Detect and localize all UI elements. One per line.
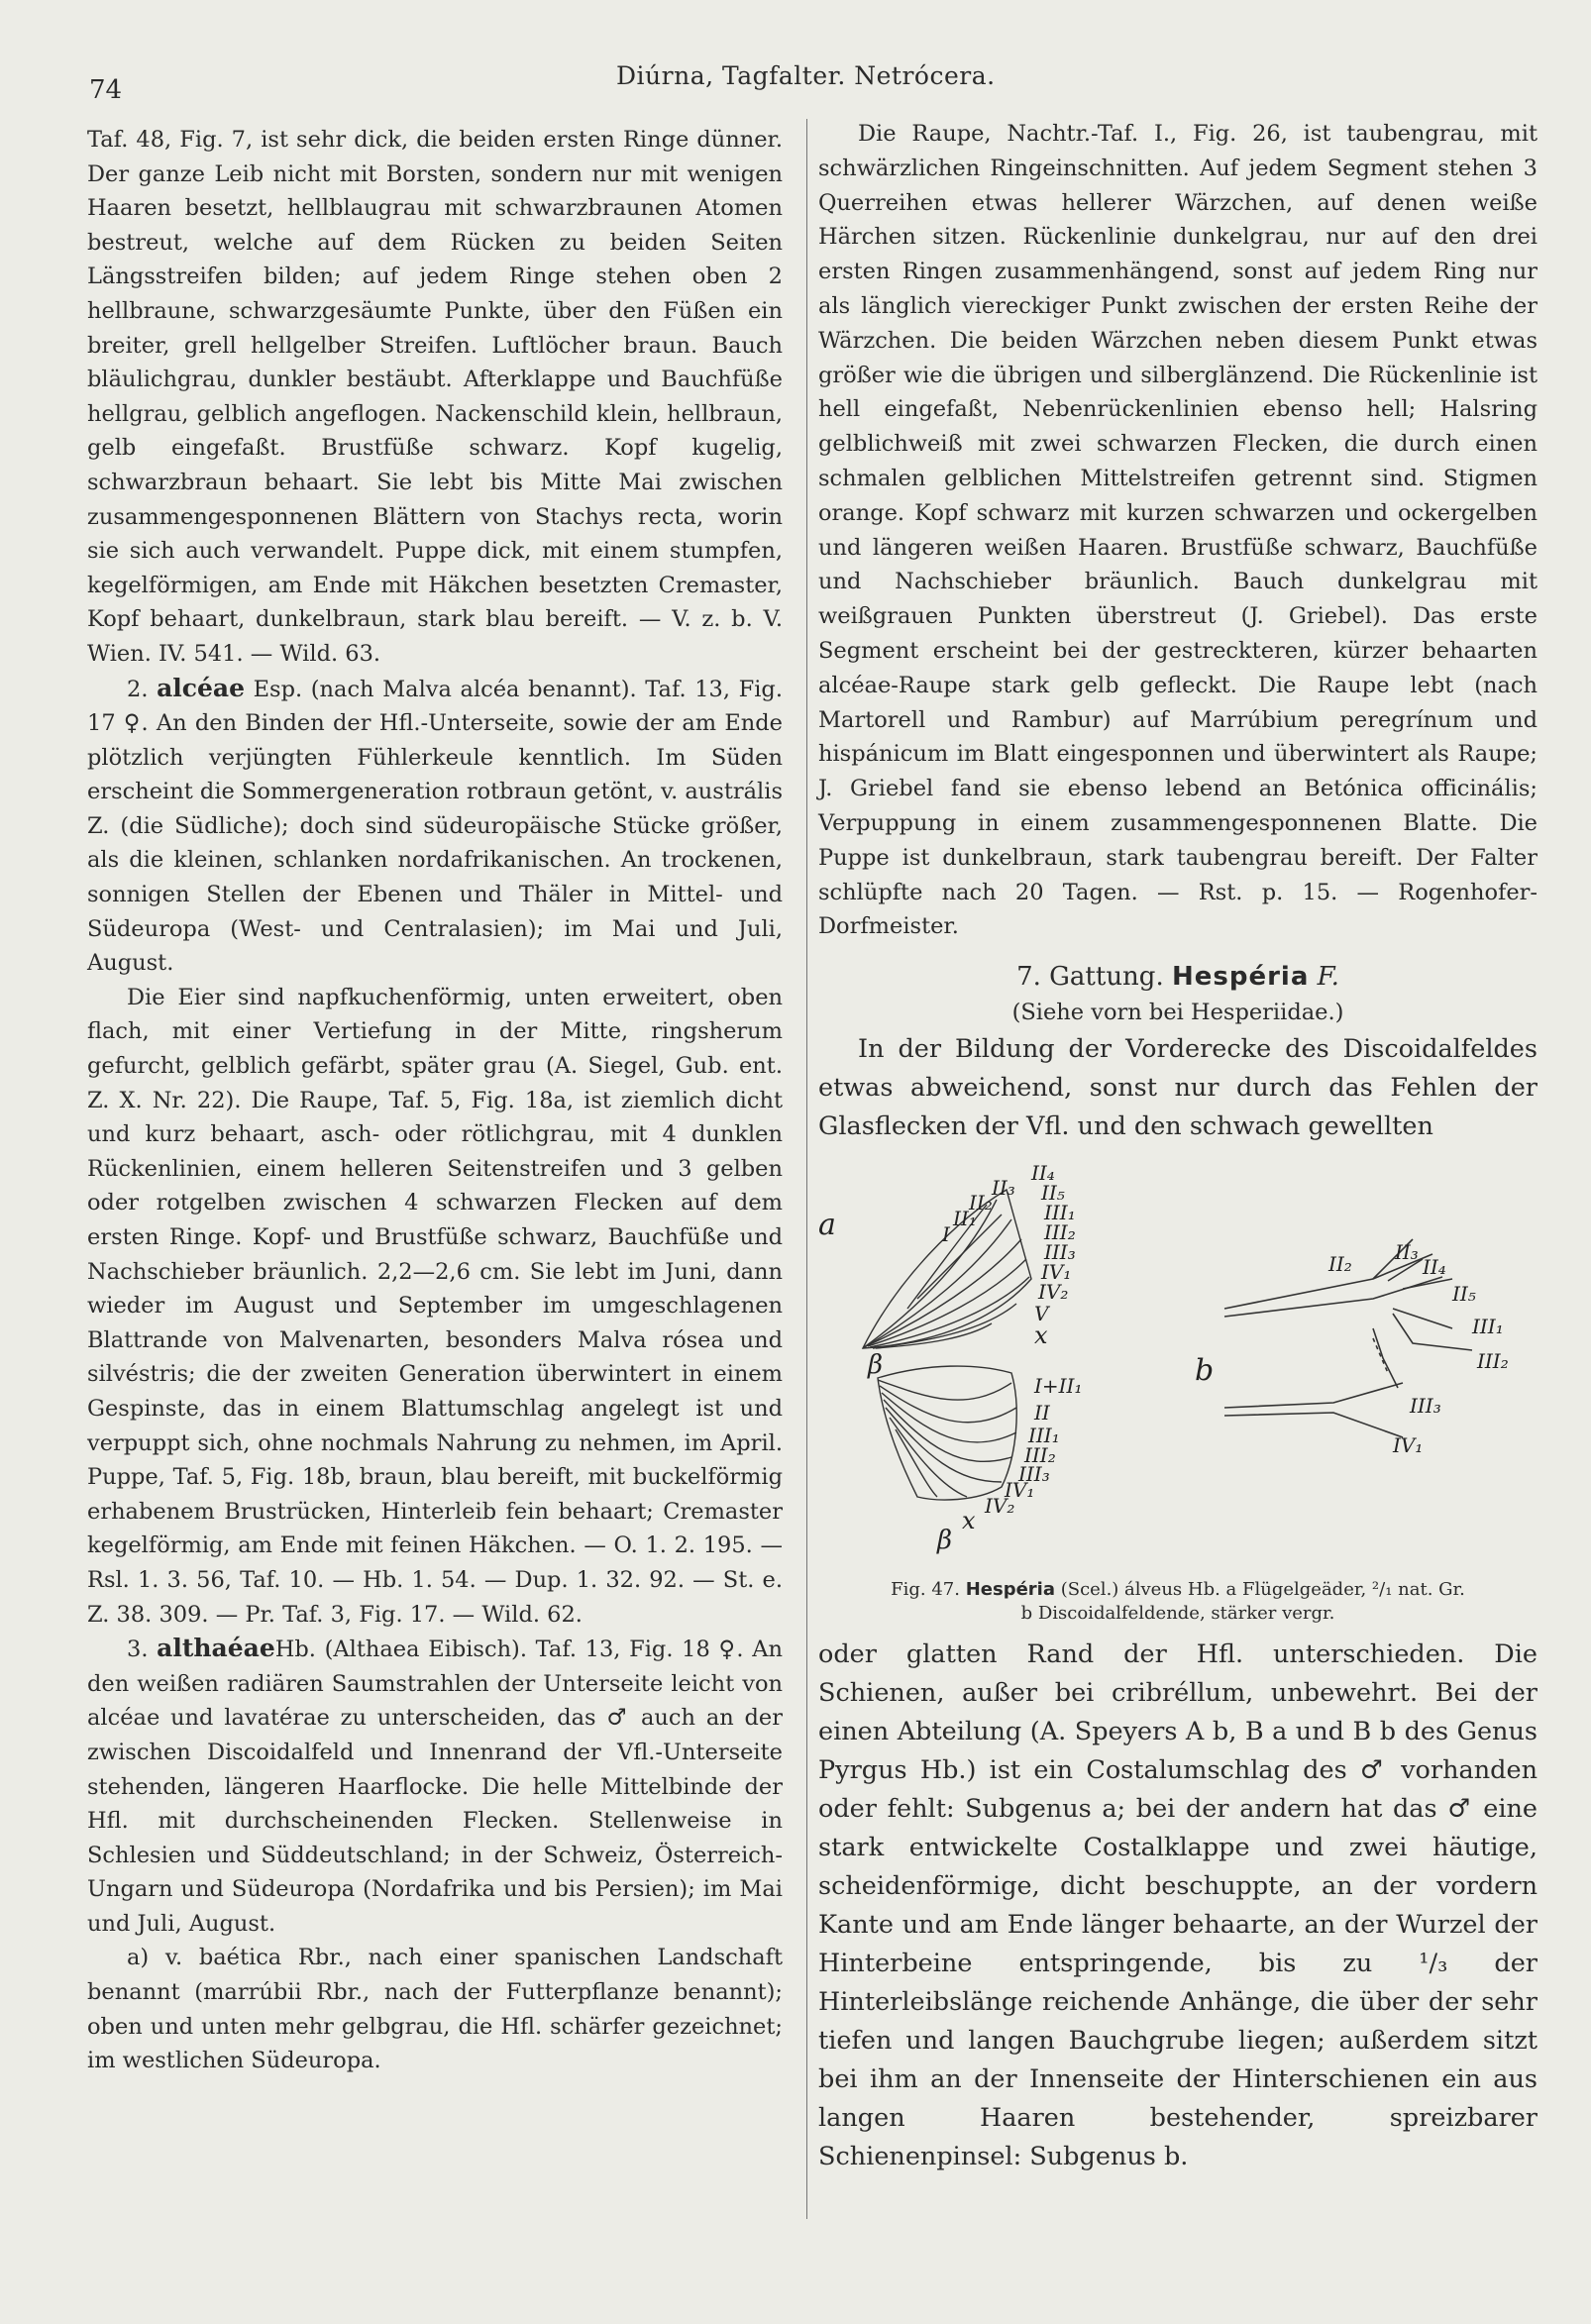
figure-caption-line-2: b Discoidalfeldende, stärker vergr. (1020, 1602, 1335, 1624)
label: I+II₁ (1034, 1373, 1083, 1398)
label: III₃ (1410, 1393, 1441, 1418)
hindwing-drawing (878, 1366, 1016, 1500)
label: II₃ (992, 1175, 1015, 1200)
figure-genus: Hespéria (965, 1578, 1055, 1600)
label: II₂ (969, 1190, 993, 1215)
genus-name: Hespéria (1171, 962, 1310, 993)
label: x (1034, 1320, 1048, 1349)
label: IV₂ (1038, 1279, 1069, 1304)
left-column (87, 123, 783, 2078)
label: III₃ (1044, 1239, 1076, 1264)
label: II₂ (1328, 1251, 1352, 1276)
label: IV₂ (985, 1493, 1015, 1518)
paragraph: Taf. 48, Fig. 7, ist sehr dick, die beiden ersten Ringe dünner. Der ganze Leib nicht mit Borsten, sondern nur mit wenigen Haaren besetzt, hellblaugrau mit schwarzbraunen Atomen bestreut, welche auf dem Rücken zu beiden Seiten Längsstreifen bilden; auf jedem Ringe stehen oben 2 hellbraune, schwarzgesäumte Punkte, über den Füßen ein breiter, grell hellgelber Streifen. Luftlöcher braun. Bauch bläulichgrau, dunkler bestäubt. Afterklappe und Bauchfüße hellgrau, gelblich angeflogen. Nackenschild klein, hellbraun, gelb eingefaßt. Brustfüße schwarz. Kopf kugelig, schwarzbraun behaart. Sie lebt bis Mitte Mai zwischen zusammengesponnenen Blättern von Stachys recta, worin sie sich auch verwandelt. Puppe dick, mit einem stumpfen, kegelförmigen, am Ende mit Häkchen besetzten Cremaster, Kopf behaart, dunkelbraun, stark blau bereift. — V. z. b. V. Wien. IV. 541. — Wild. 63. (87, 127, 783, 667)
right-column (818, 117, 1538, 2176)
label: II₃ (1395, 1239, 1419, 1264)
wing-venation-figure (818, 1160, 1538, 1586)
genus-number: 7. Gattung. (1016, 962, 1164, 993)
label: III₂ (1477, 1348, 1509, 1373)
paragraph: Die Raupe, Nachtr.-Taf. I., Fig. 26, ist taubengrau, mit schwärzlichen Ringeinschnitten. Auf jedem Segment stehen 3 Querreihen etwas hellerer Wärzchen, auf denen weiße Härchen sitzen. Rückenlinie dunkelgrau, nur auf den drei ersten Ringen zusammenhängend, sonst auf jedem Ring nur als länglich viereckiger Punkt zwischen der ersten Reihe der Wärzchen. Die beiden Wärzchen neben diesem Punkt etwas größer wie die übrigen und silberglänzend. Die Rückenlinie ist hell eingefaßt, Nebenrückenlinien ebenso hell; Halsring gelblichweiß mit zwei schwarzen Flecken, die durch einen schmalen gelblichen Mittelstreifen getrennt sind. Stigmen orange. Kopf schwarz mit kurzen schwarzen und ockergelben und längeren weißen Haaren. Brustfüße schwarz, Bauchfüße und Nachschieber bräunlich. Bauch dunkelgrau mit weißgrauen Punkten überstreut (J. Griebel). Das erste Segment erscheint bei der gestreckteren, kürzer behaarten alcéae-Raupe stark gelb gefleckt. Die Raupe lebt (nach Martorell und Rambur) auf Marrúbium peregrínum und hispánicum im Blatt eingesponnen und überwintert als Raupe; J. Griebel fand sie ebenso lebend an Betónica officinális; Verpuppung in einem zusammengesponnenen Blatte. Die Puppe ist dunkelbraun, stark taubengrau bereift. Der Falter schlüpfte nach 20 Tagen. — Rst. p. 15. — Rogenhofer-Dorfmeister. (818, 121, 1538, 940)
label: V (1034, 1301, 1049, 1325)
genus-reference: (Siehe vorn bei Hesperiidae.) (1011, 1000, 1344, 1026)
label: II₅ (1041, 1180, 1065, 1205)
paragraph: oder glatten Rand der Hfl. unterschieden. Die Schienen, außer bei cribréllum, unbewehrt. Bei der einen Abteilung (A. Speyers A b, B a und B b des Genus Pyrgus Hb.) ist ein Costalumschlag des ♂ vorhanden oder fehlt: Subgenus a; bei der andern hat das ♂ eine stark entwickelte Costalklappe und zwei häutige, scheidenförmige, dicht beschuppte, an der vordern Kante und am Ende länger behaarte, an der Wurzel der Hinterbeine entspringende, bis zu ¹/₃ der Hinterleibslänge reichende Anhänge, die über der sehr tiefen und langen Bauchgrube liegen; außerdem sitzt bei ihm an der Innenseite der Hinterschienen ein aus langen Haaren bestehender, spreizbarer Schienenpinsel: Subgenus b. (818, 1638, 1538, 2171)
species-entry-alceae (87, 672, 783, 981)
label-a: a (818, 1207, 836, 1242)
genus-heading (818, 958, 1538, 996)
label: IV₁ (1005, 1477, 1035, 1502)
running-head: Diúrna, Tagfalter. Netrócera. (616, 61, 996, 90)
label: II₄ (1031, 1160, 1055, 1185)
page-number: 74 (89, 75, 123, 105)
species-text: Esp. (nach Malva alcéa benannt). Taf. 13, Fig. 17 ♀. An den Binden der Hfl.-Unterseite, sowie der am Ende plötzlich verjüngten Fühlerkeule kenntlich. Im Süden erscheint die Sommergeneration rotbraun getönt, v. austrális Z. (die Südliche); doch sind südeuropäische Stücke größer, als die kleinen, schlanken nordafrikanischen. An trockenen, sonnigen Stellen der Ebenen und Thäler in Mittel- und Südeuropa (West- und Centralasien); im Mai und Juli, August. (87, 676, 783, 977)
label: III₂ (1024, 1442, 1056, 1467)
figure-labels (818, 1161, 1509, 1555)
label: III₁ (1044, 1200, 1076, 1224)
label: IV₁ (1393, 1432, 1424, 1457)
label: II (1034, 1400, 1050, 1425)
label-beta: β (868, 1349, 884, 1380)
label: I (942, 1221, 950, 1246)
label: III₂ (1044, 1219, 1076, 1244)
column-divider (806, 119, 807, 2219)
figure-caption-text: (Scel.) álveus Hb. a Flügelgeäder, ²/₁ nat. Gr. (1060, 1578, 1465, 1600)
label: IV₁ (1041, 1259, 1072, 1284)
species-number: 3. (127, 1637, 149, 1663)
species-entry-althaeae (87, 1632, 783, 1941)
label: II₅ (1452, 1281, 1476, 1306)
label: III₁ (1028, 1423, 1060, 1447)
label: x (962, 1506, 976, 1534)
label-b: b (1195, 1352, 1215, 1388)
figure-svg (818, 1160, 1538, 1586)
label: III₃ (1018, 1461, 1050, 1486)
species-name: alcéae (157, 673, 246, 702)
paragraph: Die Eier sind napfkuchenförmig, unten erweitert, oben flach, mit einer Vertiefung in der Mitte, ringsherum gefurcht, gelblich gefärbt, später grau (A. Siegel, Gub. ent. Z. X. Nr. 22). Die Raupe, Taf. 5, Fig. 18a, ist ziemlich dicht und kurz behaart, asch- oder rötlichgrau, mit 4 dunklen Rückenlinien, einem helleren Seitenstreifen und 3 gelben oder rotgelben zwischen 4 schwarzen Flecken auf dem ersten Ringe. Kopf- und Brustfüße schwarz, Bauchfüße und Nachschieber bräunlich. 2,2—2,6 cm. Sie lebt im Juni, dann wieder im August und September im umgeschlagenen Blattrande von Malvenarten, besonders Malva rósea und silvéstris; die der zweiten Generation überwintert in einem Gespinste, das in einem Blattumschlag angelegt ist und verpuppt sich, ohne nochmals Nahrung zu nehmen, im April. Puppe, Taf. 5, Fig. 18b, braun, blau bereift, mit buckelförmig erhabenem Brustrücken, Hinterleib fein behaart; Cremaster kegelförmig, am Ende mit feinen Häkchen. — O. 1. 2. 195. — Rsl. 1. 3. 56, Taf. 10. — Hb. 1. 54. — Dup. 1. 32. 92. — St. e. Z. 38. 309. — Pr. Taf. 3, Fig. 17. — Wild. 62. (87, 984, 783, 1628)
species-number: 2. (127, 676, 149, 702)
label-beta: β (937, 1525, 953, 1555)
label: III₁ (1472, 1314, 1504, 1338)
label: II₄ (1423, 1254, 1446, 1279)
figure-number: Fig. 47. (891, 1578, 960, 1600)
species-text: Hb. (Althaea Eibisch). Taf. 13, Fig. 18 ♀. An den weißen radiären Saumstrahlen der Unterseite leicht von alcéae und lavatérae zu unterscheiden, das ♂ auch an der zwischen Discoidalfeld und Innenrand der Vfl.-Unterseite stehenden, längeren Haarflocke. Die helle Mittelbinde der Hfl. mit durchscheinenden Flecken. Stellenweise in Schlesien und Süddeutschland; in der Schweiz, Österreich-Ungarn und Südeuropa (Nordafrika und bis Persien); im Mai und Juli, August. (87, 1637, 783, 1937)
paragraph: In der Bildung der Vorderecke des Discoidalfeldes etwas abweichend, sonst nur durch das Fehlen der Glasflecken der Vfl. und den schwach gewellten (818, 1033, 1538, 1141)
forewing-drawing (863, 1190, 1031, 1348)
genus-author: F. (1317, 962, 1339, 993)
label: II₁ (953, 1206, 977, 1230)
paragraph: a) v. baética Rbr., nach einer spanischen Landschaft benannt (marrúbii Rbr., nach der Futterpflanze benannt); oben und unten mehr gelbgrau, die Hfl. schärfer gezeichnet; im westlichen Südeuropa. (87, 1945, 783, 2074)
species-name: althaéae (157, 1634, 275, 1663)
